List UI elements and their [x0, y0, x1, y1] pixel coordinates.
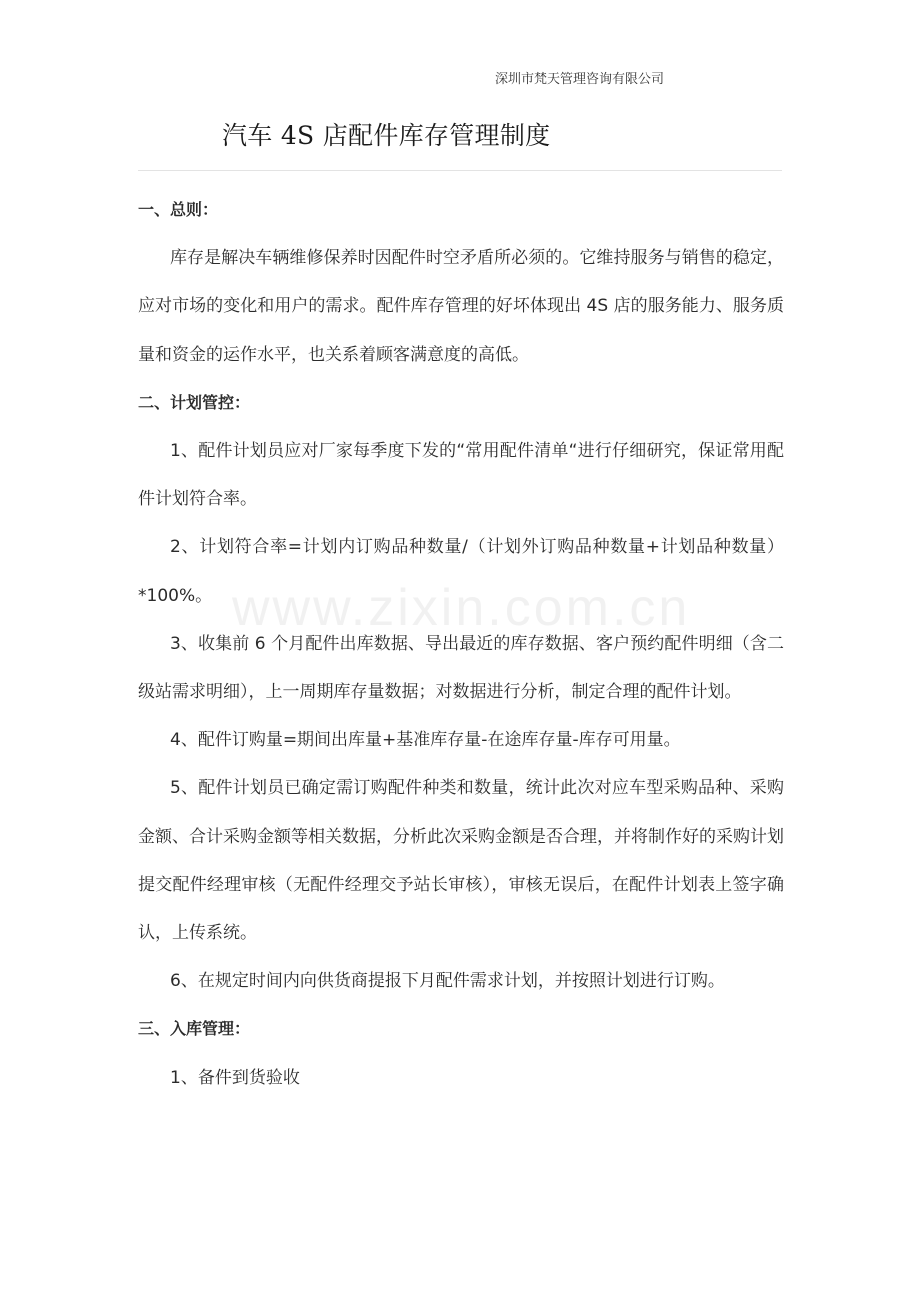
document-title: 汽车 4S 店配件库存管理制度 [222, 121, 551, 150]
watermark: www.zixin.com.cn [232, 579, 691, 637]
company-header: 深圳市梵天管理咨询有限公司 [495, 72, 665, 87]
section-heading-general: 一、总则： [138, 200, 219, 219]
document-body [138, 186, 784, 1102]
paragraph: 2、计划符合率=计划内订购品种数量/（计划外订购品种数量+计划品种数量）*100%。 [138, 537, 784, 606]
paragraph: 1、备件到货验收 [170, 1067, 300, 1088]
paragraph: 5、配件计划员已确定需订购配件种类和数量，统计此次对应车型采购品种、采购金额、合计采购金额等相关数据，分析此次采购金额是否合理，并将制作好的采购计划提交配件经理审核（无配件经理交予站长审核），审核无误后，在配件计划表上签字确认，上传系统。 [138, 778, 784, 944]
paragraph: 库存是解决车辆维修保养时因配件时空矛盾所必须的。它维持服务与销售的稳定，应对市场的变化和用户的需求。配件库存管理的好坏体现出 4S 店的服务能力、服务质量和资金的运作水平，也关系着顾客满意度的高低。 [138, 248, 784, 365]
section-heading-inbound: 三、入库管理： [138, 1019, 251, 1039]
title-divider [138, 170, 782, 171]
section-heading-planning: 二、计划管控： [138, 392, 251, 412]
paragraph: 4、配件订购量=期间出库量+基准库存量-在途库存量-库存可用量。 [170, 730, 681, 751]
paragraph: 3、收集前 6 个月配件出库数据、导出最近的库存数据、客户预约配件明细（含二级站需求明细），上一周期库存量数据；对数据进行分析，制定合理的配件计划。 [138, 633, 784, 703]
paragraph: 6、在规定时间内向供货商提报下月配件需求计划，并按照计划进行订购。 [170, 971, 725, 992]
paragraph: 1、配件计划员应对厂家每季度下发的“常用配件清单“进行仔细研究，保证常用配件计划符合率。 [138, 441, 784, 510]
